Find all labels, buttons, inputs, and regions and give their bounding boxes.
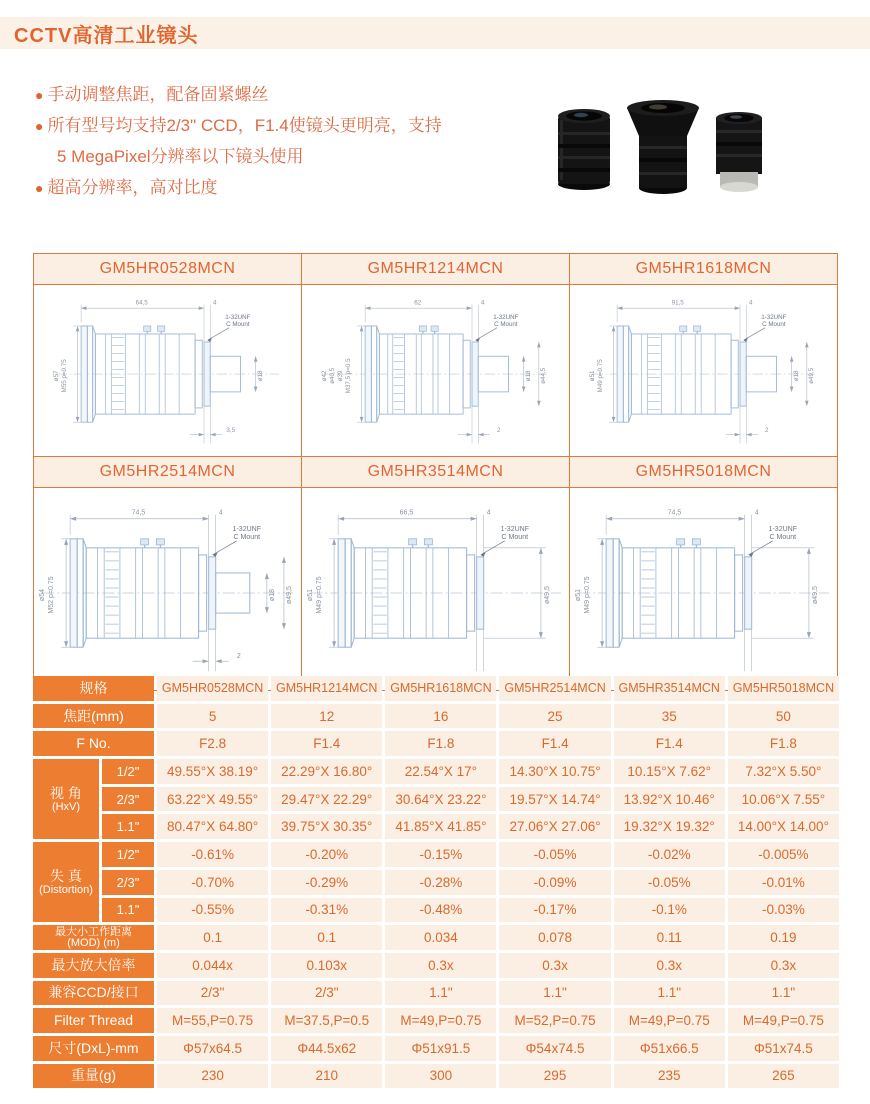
model-name-cell: GM5HR2514MCN bbox=[499, 676, 610, 701]
diagram-model-title: GM5HR0528MCN bbox=[34, 254, 301, 285]
svg-text:ø40,5: ø40,5 bbox=[328, 367, 336, 384]
svg-text:ø18: ø18 bbox=[792, 370, 800, 382]
spec-value: F1.8 bbox=[728, 731, 839, 756]
svg-text:ø51: ø51 bbox=[588, 370, 596, 382]
spec-value: 235 bbox=[614, 1064, 725, 1089]
bullet-icon: ● bbox=[35, 87, 44, 103]
svg-text:C Mount: C Mount bbox=[494, 320, 518, 328]
feature-line-continuation bbox=[35, 146, 545, 168]
bullet-icon: ● bbox=[35, 180, 44, 196]
lens-technical-drawing bbox=[570, 285, 837, 456]
spec-value: -0.28% bbox=[385, 870, 496, 895]
spec-value: 29.47°X 22.29° bbox=[271, 787, 382, 812]
spec-value: -0.55% bbox=[157, 898, 268, 923]
spec-value: 1.1" bbox=[728, 981, 839, 1006]
row-group-label: 失 真 (Distortion) bbox=[33, 842, 99, 922]
spec-value: 0.19 bbox=[728, 925, 839, 950]
spec-value: 0.1 bbox=[271, 925, 382, 950]
svg-text:1-32UNF: 1-32UNF bbox=[493, 313, 519, 321]
row-label: 兼容CCD/接口 bbox=[33, 981, 154, 1006]
spec-value: 25 bbox=[499, 704, 610, 729]
svg-text:ø51: ø51 bbox=[575, 588, 583, 602]
spec-value: F1.4 bbox=[271, 731, 382, 756]
svg-text:M49 p=0.75: M49 p=0.75 bbox=[316, 576, 324, 614]
row-group-label: 视 角 (HxV) bbox=[33, 759, 99, 839]
lens-photo-2 bbox=[627, 100, 699, 194]
spec-value: 0.034 bbox=[385, 925, 496, 950]
svg-text:64,5: 64,5 bbox=[135, 299, 148, 307]
spec-value: 0.3x bbox=[728, 953, 839, 978]
lens-technical-drawing bbox=[34, 285, 301, 456]
svg-text:M37,5 p=0.5: M37,5 p=0.5 bbox=[345, 358, 352, 394]
spec-value: 41.85°X 41.85° bbox=[385, 814, 496, 839]
page-title-band bbox=[0, 17, 870, 49]
svg-text:C Mount: C Mount bbox=[762, 320, 786, 328]
svg-text:ø49,5: ø49,5 bbox=[543, 586, 551, 604]
diagram-model-title: GM5HR5018MCN bbox=[570, 457, 837, 488]
spec-value: -0.70% bbox=[157, 870, 268, 895]
spec-value: 10.06°X 7.55° bbox=[728, 787, 839, 812]
spec-value: F2.8 bbox=[157, 731, 268, 756]
diagram-model-title: GM5HR1214MCN bbox=[302, 254, 569, 285]
diagram-cell bbox=[302, 254, 570, 457]
spec-value: 295 bbox=[499, 1064, 610, 1089]
svg-text:ø44,5: ø44,5 bbox=[540, 367, 548, 384]
spec-value: 1.1" bbox=[385, 981, 496, 1006]
feature-item bbox=[35, 84, 545, 106]
spec-value: -0.03% bbox=[728, 898, 839, 923]
spec-value: M=49,P=0.75 bbox=[728, 1008, 839, 1033]
lens-photo-3 bbox=[716, 112, 762, 192]
row-sublabel: 1.1" bbox=[102, 898, 154, 923]
row-sublabel: 1/2" bbox=[102, 759, 154, 784]
svg-text:M49 p=0.75: M49 p=0.75 bbox=[596, 359, 604, 393]
row-sublabel: 2/3" bbox=[102, 787, 154, 812]
model-name-cell: GM5HR1214MCN bbox=[271, 676, 382, 701]
svg-text:C Mount: C Mount bbox=[226, 320, 250, 328]
spec-value: -0.29% bbox=[271, 870, 382, 895]
spec-value: 0.3x bbox=[499, 953, 610, 978]
spec-value: -0.20% bbox=[271, 842, 382, 867]
svg-text:2: 2 bbox=[765, 426, 769, 434]
svg-text:C Mount: C Mount bbox=[501, 533, 529, 541]
spec-value: -0.09% bbox=[499, 870, 610, 895]
spec-value: -0.48% bbox=[385, 898, 496, 923]
spec-value: M=55,P=0.75 bbox=[157, 1008, 268, 1033]
row-label: 尺寸(DxL)-mm bbox=[33, 1036, 154, 1061]
spec-value: Φ51x74.5 bbox=[728, 1036, 839, 1061]
feature-item bbox=[35, 115, 545, 137]
diagram-cell bbox=[570, 457, 838, 691]
diagram-cell bbox=[34, 254, 302, 457]
svg-text:ø57: ø57 bbox=[52, 370, 60, 382]
spec-value: 19.57°X 14.74° bbox=[499, 787, 610, 812]
svg-text:M52 p=0.75: M52 p=0.75 bbox=[48, 576, 56, 614]
svg-text:4: 4 bbox=[748, 299, 753, 307]
spec-value: -0.31% bbox=[271, 898, 382, 923]
row-label: 最大小工作距离 (MOD) (m) bbox=[33, 925, 154, 950]
spec-value: M=37.5,P=0.5 bbox=[271, 1008, 382, 1033]
svg-text:ø51: ø51 bbox=[307, 588, 315, 602]
svg-text:ø18: ø18 bbox=[256, 370, 264, 382]
model-name-cell: GM5HR1618MCN bbox=[385, 676, 496, 701]
svg-text:4: 4 bbox=[754, 509, 759, 517]
feature-text: 5 MegaPixel分辨率以下镜头使用 bbox=[57, 147, 304, 166]
spec-value: 16 bbox=[385, 704, 496, 729]
spec-value: 19.32°X 19.32° bbox=[614, 814, 725, 839]
bullet-icon: ● bbox=[35, 118, 44, 134]
spec-value: 0.3x bbox=[614, 953, 725, 978]
row-sublabel: 2/3" bbox=[102, 870, 154, 895]
svg-text:74,5: 74,5 bbox=[667, 509, 682, 517]
spec-value: 0.3x bbox=[385, 953, 496, 978]
row-sublabel: 1/2" bbox=[102, 842, 154, 867]
svg-text:4: 4 bbox=[486, 509, 491, 517]
spec-value: 265 bbox=[728, 1064, 839, 1089]
spec-table bbox=[33, 676, 839, 1088]
svg-text:ø49,5: ø49,5 bbox=[808, 367, 816, 384]
svg-text:1-32UNF: 1-32UNF bbox=[500, 525, 530, 533]
diagram-cell bbox=[34, 457, 302, 691]
svg-text:2: 2 bbox=[236, 653, 241, 661]
svg-text:62: 62 bbox=[414, 299, 422, 307]
spec-value: 2/3" bbox=[157, 981, 268, 1006]
spec-value: 14.30°X 10.75° bbox=[499, 759, 610, 784]
feature-item bbox=[35, 177, 545, 199]
spec-value: 13.92°X 10.46° bbox=[614, 787, 725, 812]
row-label: F No. bbox=[33, 731, 154, 756]
diagram-cell bbox=[302, 457, 570, 691]
svg-text:ø49,5: ø49,5 bbox=[285, 586, 293, 604]
spec-value: -0.05% bbox=[614, 870, 725, 895]
model-name-cell: GM5HR5018MCN bbox=[728, 676, 839, 701]
spec-value: 22.29°X 16.80° bbox=[271, 759, 382, 784]
spec-value: 5 bbox=[157, 704, 268, 729]
spec-value: -0.15% bbox=[385, 842, 496, 867]
spec-value: Φ51x66.5 bbox=[614, 1036, 725, 1061]
svg-text:1-32UNF: 1-32UNF bbox=[761, 313, 787, 321]
svg-text:ø49,5: ø49,5 bbox=[811, 586, 819, 604]
page-title: CCTV高清工业镜头 bbox=[14, 24, 199, 47]
svg-text:3,5: 3,5 bbox=[226, 426, 236, 434]
product-photos bbox=[548, 96, 780, 198]
lens-technical-drawing bbox=[570, 488, 837, 690]
lens-technical-drawing bbox=[34, 488, 301, 690]
spec-value: 12 bbox=[271, 704, 382, 729]
spec-value: 1.1" bbox=[614, 981, 725, 1006]
spec-value: 300 bbox=[385, 1064, 496, 1089]
spec-value: 2/3" bbox=[271, 981, 382, 1006]
svg-text:74,5: 74,5 bbox=[131, 509, 146, 517]
svg-text:ø42: ø42 bbox=[320, 370, 328, 382]
diagram-model-title: GM5HR3514MCN bbox=[302, 457, 569, 488]
model-name-cell: GM5HR3514MCN bbox=[614, 676, 725, 701]
spec-value: 50 bbox=[728, 704, 839, 729]
svg-text:4: 4 bbox=[480, 299, 485, 307]
spec-value: 80.47°X 64.80° bbox=[157, 814, 268, 839]
spec-value: -0.005% bbox=[728, 842, 839, 867]
feature-text: 所有型号均支持2/3" CCD，F1.4使镜头更明亮，支持 bbox=[47, 116, 442, 135]
spec-value: 35 bbox=[614, 704, 725, 729]
svg-text:1-32UNF: 1-32UNF bbox=[225, 313, 251, 321]
svg-text:ø54: ø54 bbox=[39, 588, 47, 602]
spec-value: Φ57x64.5 bbox=[157, 1036, 268, 1061]
svg-text:ø39: ø39 bbox=[336, 370, 344, 382]
spec-value: F1.4 bbox=[499, 731, 610, 756]
spec-value: 39.75°X 30.35° bbox=[271, 814, 382, 839]
lens-photos-image bbox=[548, 96, 780, 198]
spec-value: 7.32°X 5.50° bbox=[728, 759, 839, 784]
svg-text:1-32UNF: 1-32UNF bbox=[768, 525, 798, 533]
row-label: 最大放大倍率 bbox=[33, 953, 154, 978]
spec-value: 22.54°X 17° bbox=[385, 759, 496, 784]
model-name-cell: GM5HR0528MCN bbox=[157, 676, 268, 701]
spec-value: M=52,P=0.75 bbox=[499, 1008, 610, 1033]
feature-list bbox=[35, 84, 545, 208]
diagram-grid bbox=[33, 253, 838, 691]
spec-value: 230 bbox=[157, 1064, 268, 1089]
spec-value: -0.1% bbox=[614, 898, 725, 923]
row-label: Filter Thread bbox=[33, 1008, 154, 1033]
svg-text:1-32UNF: 1-32UNF bbox=[232, 525, 262, 533]
diagram-cell bbox=[570, 254, 838, 457]
spec-value: 0.078 bbox=[499, 925, 610, 950]
svg-text:91,5: 91,5 bbox=[671, 299, 684, 307]
spec-value: 49.55°X 38.19° bbox=[157, 759, 268, 784]
svg-text:C Mount: C Mount bbox=[769, 533, 797, 541]
spec-value: F1.4 bbox=[614, 731, 725, 756]
svg-text:66,5: 66,5 bbox=[399, 509, 414, 517]
diagram-model-title: GM5HR1618MCN bbox=[570, 254, 837, 285]
spec-value: F1.8 bbox=[385, 731, 496, 756]
spec-value: -0.61% bbox=[157, 842, 268, 867]
spec-value: M=49,P=0.75 bbox=[614, 1008, 725, 1033]
spec-value: M=49,P=0.75 bbox=[385, 1008, 496, 1033]
lens-technical-drawing bbox=[302, 285, 569, 456]
diagram-model-title: GM5HR2514MCN bbox=[34, 457, 301, 488]
spec-value: 210 bbox=[271, 1064, 382, 1089]
lens-photo-1 bbox=[558, 109, 610, 190]
spec-value: 14.00°X 14.00° bbox=[728, 814, 839, 839]
spec-value: 1.1" bbox=[499, 981, 610, 1006]
svg-text:ø18: ø18 bbox=[524, 370, 532, 382]
spec-value: 0.044x bbox=[157, 953, 268, 978]
spec-value: 0.11 bbox=[614, 925, 725, 950]
row-label: 焦距(mm) bbox=[33, 704, 154, 729]
spec-value: 10.15°X 7.62° bbox=[614, 759, 725, 784]
spec-value: 0.1 bbox=[157, 925, 268, 950]
spec-value: -0.02% bbox=[614, 842, 725, 867]
spec-value: -0.17% bbox=[499, 898, 610, 923]
svg-text:ø18: ø18 bbox=[268, 588, 276, 602]
feature-text: 超高分辨率，高对比度 bbox=[47, 178, 218, 197]
svg-text:M49 p=0.75: M49 p=0.75 bbox=[584, 576, 592, 614]
feature-text: 手动调整焦距，配备固紧螺丝 bbox=[47, 85, 269, 104]
spec-value: Φ51x91.5 bbox=[385, 1036, 496, 1061]
svg-text:2: 2 bbox=[497, 426, 501, 434]
spec-value: 63.22°X 49.55° bbox=[157, 787, 268, 812]
spec-value: -0.01% bbox=[728, 870, 839, 895]
spec-value: -0.05% bbox=[499, 842, 610, 867]
svg-text:M55 p=0.75: M55 p=0.75 bbox=[60, 359, 68, 393]
lens-technical-drawing bbox=[302, 488, 569, 690]
spec-value: 0.103x bbox=[271, 953, 382, 978]
spec-value: Φ54x74.5 bbox=[499, 1036, 610, 1061]
svg-text:4: 4 bbox=[212, 299, 217, 307]
row-label: 重量(g) bbox=[33, 1064, 154, 1089]
row-label: 规格 bbox=[33, 676, 154, 701]
svg-text:C Mount: C Mount bbox=[233, 533, 261, 541]
spec-value: 30.64°X 23.22° bbox=[385, 787, 496, 812]
spec-value: 27.06°X 27.06° bbox=[499, 814, 610, 839]
spec-value: Φ44.5x62 bbox=[271, 1036, 382, 1061]
row-sublabel: 1.1" bbox=[102, 814, 154, 839]
svg-text:4: 4 bbox=[218, 509, 223, 517]
